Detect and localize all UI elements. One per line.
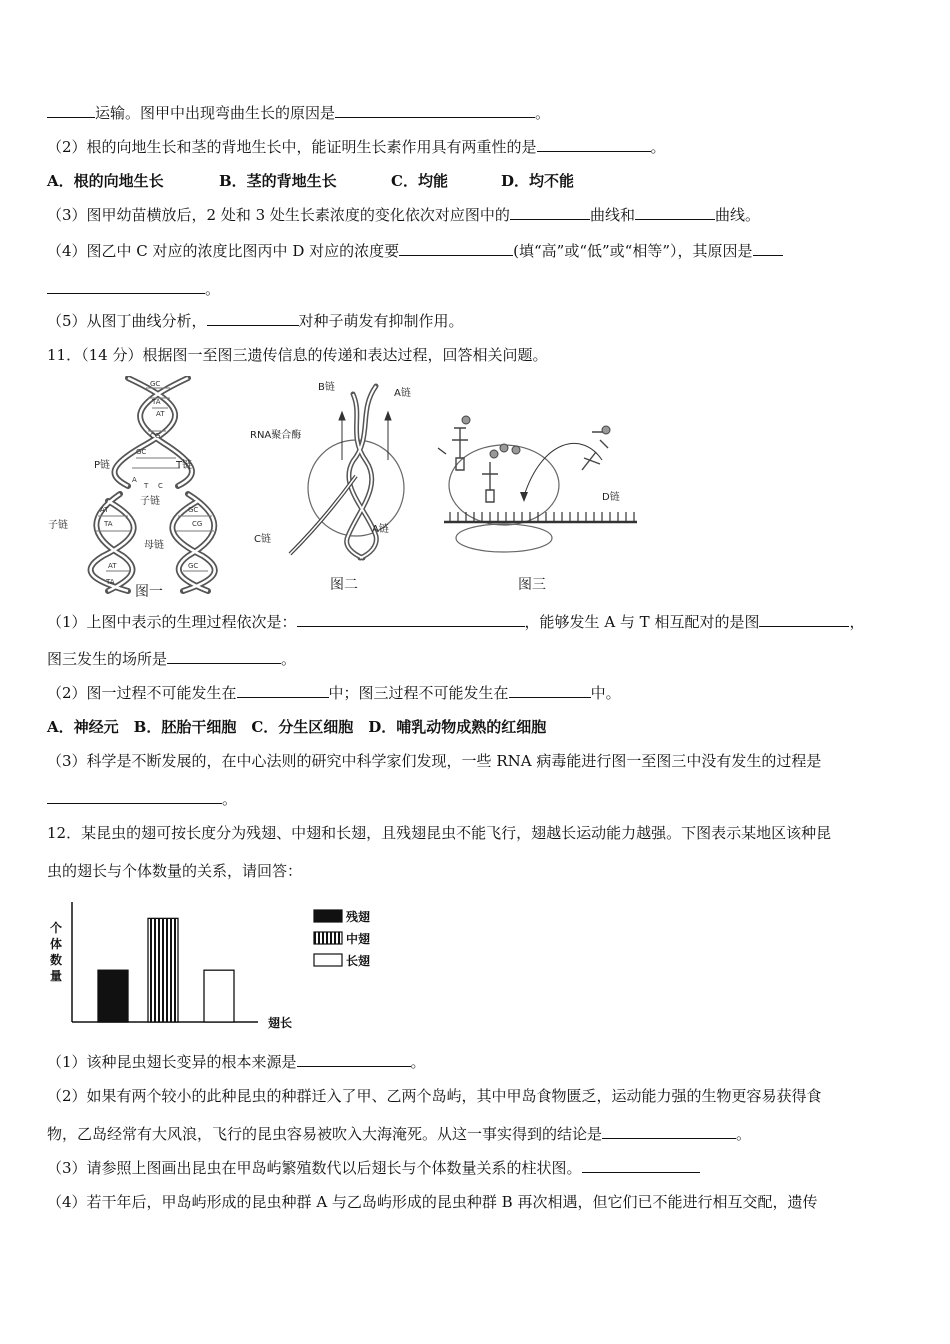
amino-acid	[490, 450, 498, 458]
base-label: C	[158, 482, 163, 490]
q10-line-1: 运输。图甲中出现弯曲生长的原因是 。	[47, 103, 550, 123]
answer-blank[interactable]	[237, 683, 329, 698]
option-c[interactable]: C．均能	[391, 172, 448, 190]
y-axis-label-char-2: 体	[50, 937, 63, 951]
base-pair: TA	[106, 578, 115, 586]
label-p-strand: P链	[94, 460, 111, 471]
amino-acid	[500, 444, 508, 452]
bar-2	[148, 918, 178, 1022]
label-daughter-strand: 子链	[48, 520, 68, 531]
base-pair: TA	[104, 520, 113, 528]
q10-part-5: （5）从图丁曲线分析， 对种子萌发有抑制作用。	[47, 312, 464, 330]
base-pair: CG	[150, 432, 161, 440]
q10-line-1-text: 运输。图甲中出现弯曲生长的原因是	[95, 104, 336, 122]
figure-2-caption: 图二	[330, 577, 358, 593]
legend-label-3: 长翅	[346, 954, 371, 968]
answer-blank[interactable]	[47, 103, 95, 118]
q10-part-2: （2）根的向地生长和茎的背地生长中，能证明生长素作用具有两重性的是 。	[47, 138, 666, 156]
q12-title-cont: 虫的翅长与个体数量的关系，请回答：	[47, 862, 303, 880]
x-axis-label: 翅长	[268, 1016, 293, 1030]
label-c-strand: C链	[254, 534, 271, 545]
base-label: T	[144, 482, 149, 490]
q10-part-3: （3）图甲幼苗横放后，2 处和 3 处生长素浓度的变化依次对应图中的 曲线和 曲线。	[47, 206, 760, 224]
label-t-strand: T链	[176, 460, 193, 471]
figure-3-translation	[432, 400, 647, 555]
answer-blank[interactable]	[297, 612, 525, 627]
label-b-strand: B链	[318, 382, 335, 393]
q11-part-1: （1）上图中表示的生理过程依次是： ，能够发生 A 与 T 相互配对的是图 ，	[47, 613, 865, 631]
answer-blank[interactable]	[582, 1158, 700, 1173]
answer-blank[interactable]	[399, 241, 513, 256]
base-pair: AT	[156, 410, 165, 418]
base-pair: GC	[136, 448, 147, 456]
q12-part-3: （3）请参照上图画出昆虫在甲岛屿繁殖数代以后翅长与个体数量关系的柱状图。	[47, 1158, 700, 1178]
legend-label-1: 残翅	[346, 910, 371, 924]
q12-part-4: （4）若干年后，甲岛屿形成的昆虫种群 A 与乙岛屿形成的昆虫种群 B 再次相遇，但它们已不能进行相互交配，遗传	[47, 1193, 818, 1211]
q11-options[interactable]: A．神经元 B．胚胎干细胞 C．分生区细胞 D．哺乳动物成熟的红细胞	[47, 718, 547, 736]
amino-acid	[512, 446, 520, 454]
y-axis-label-char-3: 数	[50, 953, 63, 967]
answer-blank[interactable]	[759, 612, 849, 627]
figure-3-caption: 图三	[518, 577, 546, 593]
bar-1	[98, 970, 128, 1022]
amino-acid	[462, 416, 470, 424]
legend-swatch-1	[314, 910, 342, 922]
answer-blank[interactable]	[167, 649, 281, 664]
answer-blank[interactable]	[602, 1124, 736, 1139]
answer-blank[interactable]	[297, 1052, 411, 1067]
figure-1-caption: 图一	[135, 584, 163, 600]
answer-blank[interactable]	[335, 103, 535, 118]
answer-blank[interactable]	[207, 311, 299, 326]
base-pair: TA	[152, 398, 161, 406]
figure-2-transcription	[248, 376, 438, 561]
base-pair: GC	[188, 506, 199, 514]
base-pair: AT	[100, 506, 109, 514]
legend-label-2: 中翅	[346, 932, 371, 946]
q11-title: 11．（14 分）根据图一至图三遗传信息的传递和表达过程，回答相关问题。	[47, 346, 548, 364]
base-pair: GC	[188, 562, 199, 570]
q11-part-3-cont: 。	[47, 789, 237, 809]
answer-blank[interactable]	[510, 205, 590, 220]
bar-3	[204, 970, 234, 1022]
label-parent-strand: 母链	[144, 540, 164, 551]
q12-part-2: （2）如果有两个较小的此种昆虫的种群迁入了甲、乙两个岛屿，其中甲岛食物匮乏，运动能力强的生物更容易获得食	[47, 1087, 822, 1105]
q12-part-1: （1）该种昆虫翅长变异的根本来源是 。	[47, 1053, 426, 1071]
base-label: A	[132, 476, 137, 484]
option-d[interactable]: D．均不能	[501, 172, 575, 190]
base-pair: GC	[150, 380, 161, 388]
q11-part-3: （3）科学是不断发展的，在中心法则的研究中科学家们发现，一些 RNA 病毒能进行图一至图三中没有发生的过程是	[47, 752, 822, 770]
label-a-strand-top: A链	[394, 388, 411, 399]
ribosome-small-subunit	[456, 524, 552, 552]
answer-blank[interactable]	[509, 683, 591, 698]
answer-blank[interactable]	[47, 279, 205, 294]
answer-blank[interactable]	[635, 205, 715, 220]
label-a-strand-bottom: A链	[372, 524, 389, 535]
legend-swatch-3	[314, 954, 342, 966]
trna-2	[482, 462, 498, 502]
label-d-strand: D链	[602, 492, 620, 503]
figure-1-dna-replication	[48, 376, 238, 596]
option-b[interactable]: B．茎的背地生长	[219, 172, 337, 190]
base-pair: CG	[192, 520, 203, 528]
label-rna-polymerase: RNA聚合酶	[250, 430, 302, 441]
trna-3	[582, 432, 608, 470]
q12-title: 12．某昆虫的翅可按长度分为残翅、中翅和长翅，且残翅昆虫不能飞行，翅越长运动能力越强。下图表示某地区该种昆	[47, 824, 832, 842]
q11-part-1-cont: 图三发生的场所是 。	[47, 650, 297, 668]
movement-arrow	[524, 443, 602, 496]
q10-options	[47, 171, 574, 191]
q11-part-2: （2）图一过程不可能发生在 中；图三过程不可能发生在 中。	[47, 684, 621, 702]
answer-blank[interactable]	[47, 789, 222, 804]
wing-length-bar-chart	[46, 898, 386, 1038]
amino-acid	[602, 426, 610, 434]
base-pair: AT	[108, 562, 117, 570]
answer-blank[interactable]	[753, 241, 783, 256]
q10-part-4-cont: 。	[47, 279, 220, 299]
y-axis-label-char-1: 个	[50, 921, 63, 935]
answer-blank[interactable]	[537, 137, 651, 152]
y-axis-label: 个体数量	[46, 898, 50, 899]
legend-swatch-2	[314, 932, 342, 944]
option-a[interactable]: A．根的向地生长	[47, 172, 164, 190]
q10-part-4: （4）图乙中 C 对应的浓度比图丙中 D 对应的浓度要 (填“高”或“低”或“相等”），其原因是	[47, 241, 783, 261]
trna-1	[452, 428, 468, 470]
y-axis-label-char-4: 量	[50, 969, 63, 983]
q12-part-2-cont: 物，乙岛经常有大风浪，飞行的昆虫容易被吹入大海淹死。从这一事实得到的结论是 。	[47, 1125, 752, 1143]
label-daughter-strand: 子链	[140, 496, 160, 507]
